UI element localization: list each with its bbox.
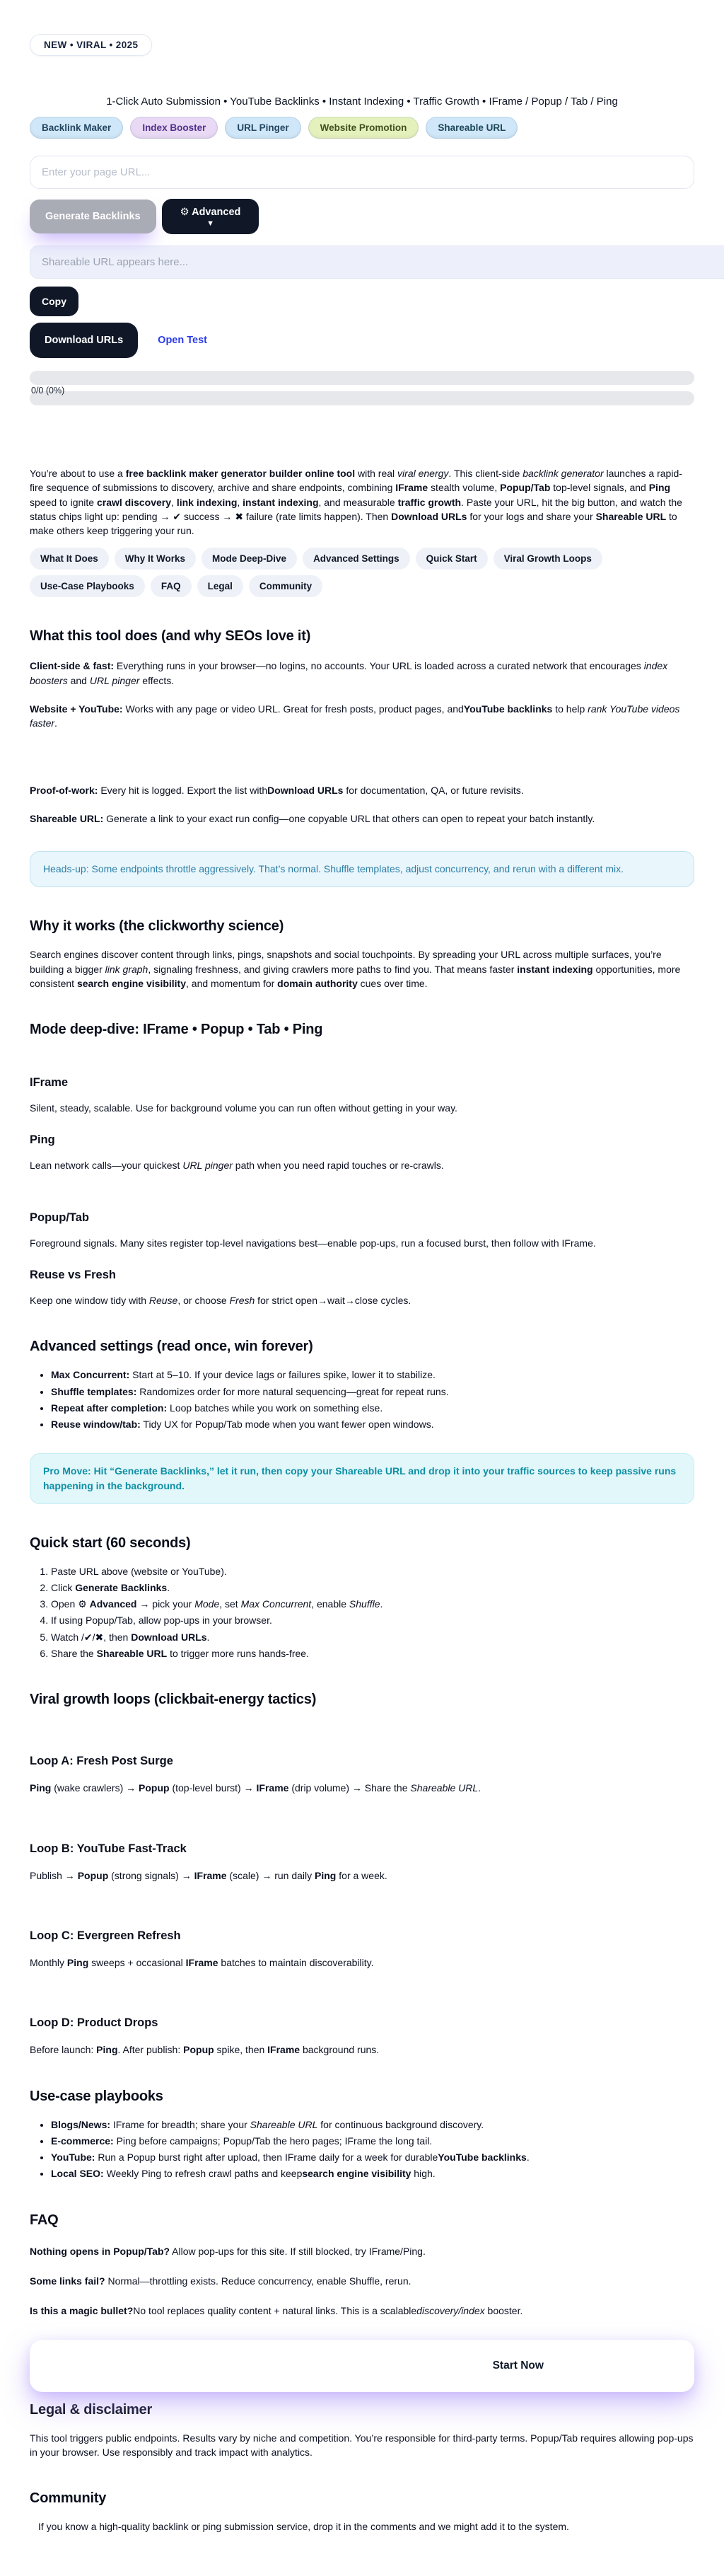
quickstart-step: 6. Share the Shareable URL to trigger more runs hands-free. — [51, 1646, 694, 1660]
chip-shareable-url: Shareable URL — [426, 117, 518, 139]
nav-legal[interactable]: Legal — [197, 575, 243, 597]
chip-index-booster: Index Booster — [130, 117, 218, 139]
loop-c-heading: Loop C: Evergreen Refresh — [30, 1929, 181, 1942]
mode-popup-tab — [30, 1211, 694, 1250]
chevron-down-icon: ▼ — [206, 219, 214, 228]
playbooks-title: Use-case playbooks — [30, 2088, 163, 2104]
loop-b — [30, 1842, 694, 1883]
bullet-ecommerce: • E-commerce: Ping before campaigns; Popup/Tab the hero pages; IFrame the long tail. — [51, 2134, 694, 2148]
loop-b-heading: Loop B: YouTube Fast-Track — [30, 1842, 187, 1855]
why-title: Why it works (the clickworthy science) — [30, 918, 284, 935]
loop-c-body: Monthly Ping sweeps + occasional IFrame batches to maintain discoverability. — [30, 1956, 374, 1968]
quickstart-step: 4. If using Popup/Tab, allow pop-ups in your browser. — [51, 1613, 694, 1627]
page-url-input[interactable] — [30, 156, 694, 189]
loop-a-heading: Loop A: Fresh Post Surge — [30, 1755, 173, 1768]
start-now-button[interactable]: Start Now — [489, 2359, 548, 2373]
mode-popup-tab-body: Foreground signals. Many sites register top-level navigations best—enable pop-ups, run a focused burst, then follow with IFrame. — [30, 1237, 596, 1249]
mode-popup-tab-heading: Popup/Tab — [30, 1211, 90, 1224]
faq-magic-bullet: Is this a magic bullet?No tool replaces quality content + natural links. This is a scalablediscovery/index booster. — [30, 2305, 523, 2317]
quickstart-step: 5. Watch /✔/✖, then Download URLs. — [51, 1630, 694, 1644]
what-title: What this tool does (and why SEOs love it) — [30, 628, 311, 645]
pro-move-callout: Pro Move: Hit “Generate Backlinks,” let it run, then copy your Shareable URL and drop it into your traffic sources to keep passive runs happening in the background. — [30, 1453, 694, 1504]
mode-reuse-vs-fresh — [30, 1269, 694, 1307]
loop-a — [30, 1755, 694, 1795]
nav-community[interactable]: Community — [249, 575, 322, 597]
mode-ping-heading: Ping — [30, 1133, 55, 1147]
mode-reuse-body: Keep one window tidy with Reuse, or choose Fresh for strict open→wait→close cycles. — [30, 1295, 411, 1307]
generate-backlinks-button[interactable]: Generate Backlinks — [30, 200, 156, 233]
page-container — [30, 0, 694, 2576]
nav-quick-start[interactable]: Quick Start — [416, 548, 488, 570]
community-title: Community — [30, 2490, 107, 2507]
loop-c — [30, 1929, 694, 1970]
bullet-max-concurrent: • Max Concurrent: Start at 5–10. If your device lags or failures spike, lower it to stabilize. — [51, 1368, 694, 1382]
nav-mode-deep-dive[interactable]: Mode Deep-Dive — [202, 548, 297, 570]
what-item-website-youtube: Website + YouTube: Works with any page or video URL. Great for fresh posts, product pages, andYouTube backlinks to help rank YouTube videos faster. — [30, 703, 680, 729]
loop-d-body: Before launch: Ping. After publish: Popup spike, then IFrame background runs. — [30, 2044, 380, 2056]
advanced-bullets — [30, 1368, 694, 1431]
quickstart-step: 1. Paste URL above (website or YouTube). — [51, 1564, 694, 1578]
quickstart-steps — [30, 1564, 694, 1661]
faq-popup-tab: Nothing opens in Popup/Tab? Allow pop-ups for this site. If still blocked, try IFrame/Ping. — [30, 2245, 426, 2257]
bullet-local-seo: • Local SEO: Weekly Ping to refresh crawl paths and keepsearch engine visibility high. — [51, 2166, 694, 2181]
nav-why-it-works[interactable]: Why It Works — [115, 548, 196, 570]
nav-viral-growth-loops[interactable]: Viral Growth Loops — [494, 548, 602, 570]
progress-bar — [30, 371, 694, 385]
loop-d-heading: Loop D: Product Drops — [30, 2016, 158, 2030]
legal-title: Legal & disclaimer — [30, 2401, 153, 2418]
heads-up-callout: Heads-up: Some endpoints throttle aggressively. That’s normal. Shuffle templates, adjust concurrency, and rerun with a different mix. — [30, 851, 694, 887]
new-viral-badge: NEW • VIRAL • 2025 — [30, 34, 152, 56]
mode-reuse-heading: Reuse vs Fresh — [30, 1269, 116, 1282]
advanced-button-label: ⚙ Advanced — [180, 207, 241, 218]
status-bar — [30, 391, 694, 405]
chip-url-pinger: URL Pinger — [225, 117, 300, 139]
quickstart-title: Quick start (60 seconds) — [30, 1535, 191, 1551]
what-item-shareable-url: Shareable URL: Generate a link to your exact run config—one copyable URL that others can open to repeat your batch instantly. — [30, 812, 595, 824]
mode-ping-body: Lean network calls—your quickest URL pinger path when you need rapid touches or re-crawls. — [30, 1160, 444, 1172]
bullet-blogs-news: • Blogs/News: IFrame for breadth; share your Shareable URL for continuous background discovery. — [51, 2118, 694, 2132]
what-item-proof-of-work: Proof-of-work: Every hit is logged. Export the list withDownload URLs for documentation, QA, or future revisits. — [30, 784, 524, 796]
mode-ping — [30, 1133, 694, 1172]
what-item-clientside: Client-side & fast: Everything runs in your browser—no logins, no accounts. Your URL is loaded across a curated network that encourages index boosters and URL pinger effects. — [30, 660, 668, 686]
bullet-shuffle-templates: • Shuffle templates: Randomizes order for more natural sequencing—great for repeat runs. — [51, 1385, 694, 1399]
playbooks-bullets — [30, 2118, 694, 2181]
bullet-reuse-window-tab: • Reuse window/tab: Tidy UX for Popup/Tab mode when you want fewer open windows. — [51, 1417, 694, 1431]
mode-iframe-body: Silent, steady, scalable. Use for background volume you can run often without getting in your way. — [30, 1102, 457, 1114]
intro-paragraph: You’re about to use a free backlink maker generator builder online tool with real viral energy. This client-side backlink generator launches a rapid-fire sequence of submissions to discovery, archive and share endpoints, combining IFrame stealth volume, Popup/Tab top-level signals, and Ping speed to ignite crawl discovery, link indexing, instant indexing, and measurable traffic growth. Paste your URL, hit the big button, and watch the status chips light up: pending → ✔ success → ✖ failure (rate limits happen). Then Download URLs for your logs and share your Shareable URL to make others keep triggering your run. — [30, 468, 682, 537]
loop-d — [30, 2016, 694, 2057]
modes-title: Mode deep-dive: IFrame • Popup • Tab • Ping — [30, 1022, 323, 1038]
bullet-repeat-after-completion: • Repeat after completion: Loop batches while you work on something else. — [51, 1401, 694, 1415]
chip-website-promotion: Website Promotion — [308, 117, 419, 139]
nav-use-case-playbooks[interactable]: Use-Case Playbooks — [30, 575, 145, 597]
progress-count-label: 0/0 (0%) — [31, 386, 65, 395]
mode-iframe — [30, 1076, 694, 1115]
quickstart-step: 3. Open ⚙ Advanced → pick your Mode, set Max Concurrent, enable Shuffle. — [51, 1597, 694, 1611]
progress-status — [30, 386, 694, 405]
loop-a-body: Ping (wake crawlers) → Popup (top-level burst) → IFrame (drip volume) → Share the Shareable URL. — [30, 1782, 481, 1794]
advanced-button[interactable] — [162, 199, 259, 234]
mode-iframe-heading: IFrame — [30, 1076, 69, 1090]
chip-backlink-maker: Backlink Maker — [30, 117, 123, 139]
copy-button[interactable]: Copy — [30, 287, 78, 316]
cta-card — [30, 2340, 694, 2392]
nav-what-it-does[interactable]: What It Does — [30, 548, 109, 570]
download-row — [30, 323, 694, 358]
open-test-link[interactable]: Open Test — [158, 335, 207, 346]
loops-title: Viral growth loops (clickbait-energy tactics) — [30, 1692, 317, 1708]
shareable-url-output[interactable] — [30, 246, 724, 279]
faq-title: FAQ — [30, 2212, 59, 2228]
bullet-youtube: • YouTube: Run a Popup burst right after upload, then IFrame daily for a week for durableYouTube backlinks. — [51, 2150, 694, 2164]
community-body: If you know a high-quality backlink or ping submission service, drop it in the comments and we might add it to the system. — [38, 2521, 569, 2533]
nav-advanced-settings[interactable]: Advanced Settings — [303, 548, 410, 570]
feature-chips — [30, 117, 694, 139]
advanced-title: Advanced settings (read once, win forever) — [30, 1339, 313, 1355]
hero-subtitle: 1-Click Auto Submission • YouTube Backlinks • Instant Indexing • Traffic Growth • IFrame / Popup / Tab / Ping — [106, 96, 618, 108]
why-body: Search engines discover content through links, pings, snapshots and social touchpoints. By spreading your URL across multiple surfaces, you’re building a bigger link graph, signaling freshness, and giving crawlers more paths to find you. That means faster instant indexing opportunities, more consistent search engine visibility, and momentum for domain authority cues over time. — [30, 949, 681, 989]
legal-body: This tool triggers public endpoints. Results vary by niche and competition. You’re responsible for third-party terms. Popup/Tab requires allowing pop-ups in your browser. Use responsibly and track impact with analytics. — [30, 2432, 694, 2458]
nav-faq[interactable]: FAQ — [151, 575, 192, 597]
faq-links-fail: Some links fail? Normal—throttling exists. Reduce concurrency, enable Shuffle, rerun. — [30, 2275, 411, 2287]
download-urls-button[interactable]: Download URLs — [30, 323, 138, 358]
action-buttons — [30, 199, 694, 234]
section-nav — [30, 548, 694, 597]
loop-b-body: Publish → Popup (strong signals) → IFrame (scale) → run daily Ping for a week. — [30, 1869, 387, 1881]
quickstart-step: 2. Click Generate Backlinks. — [51, 1581, 694, 1595]
